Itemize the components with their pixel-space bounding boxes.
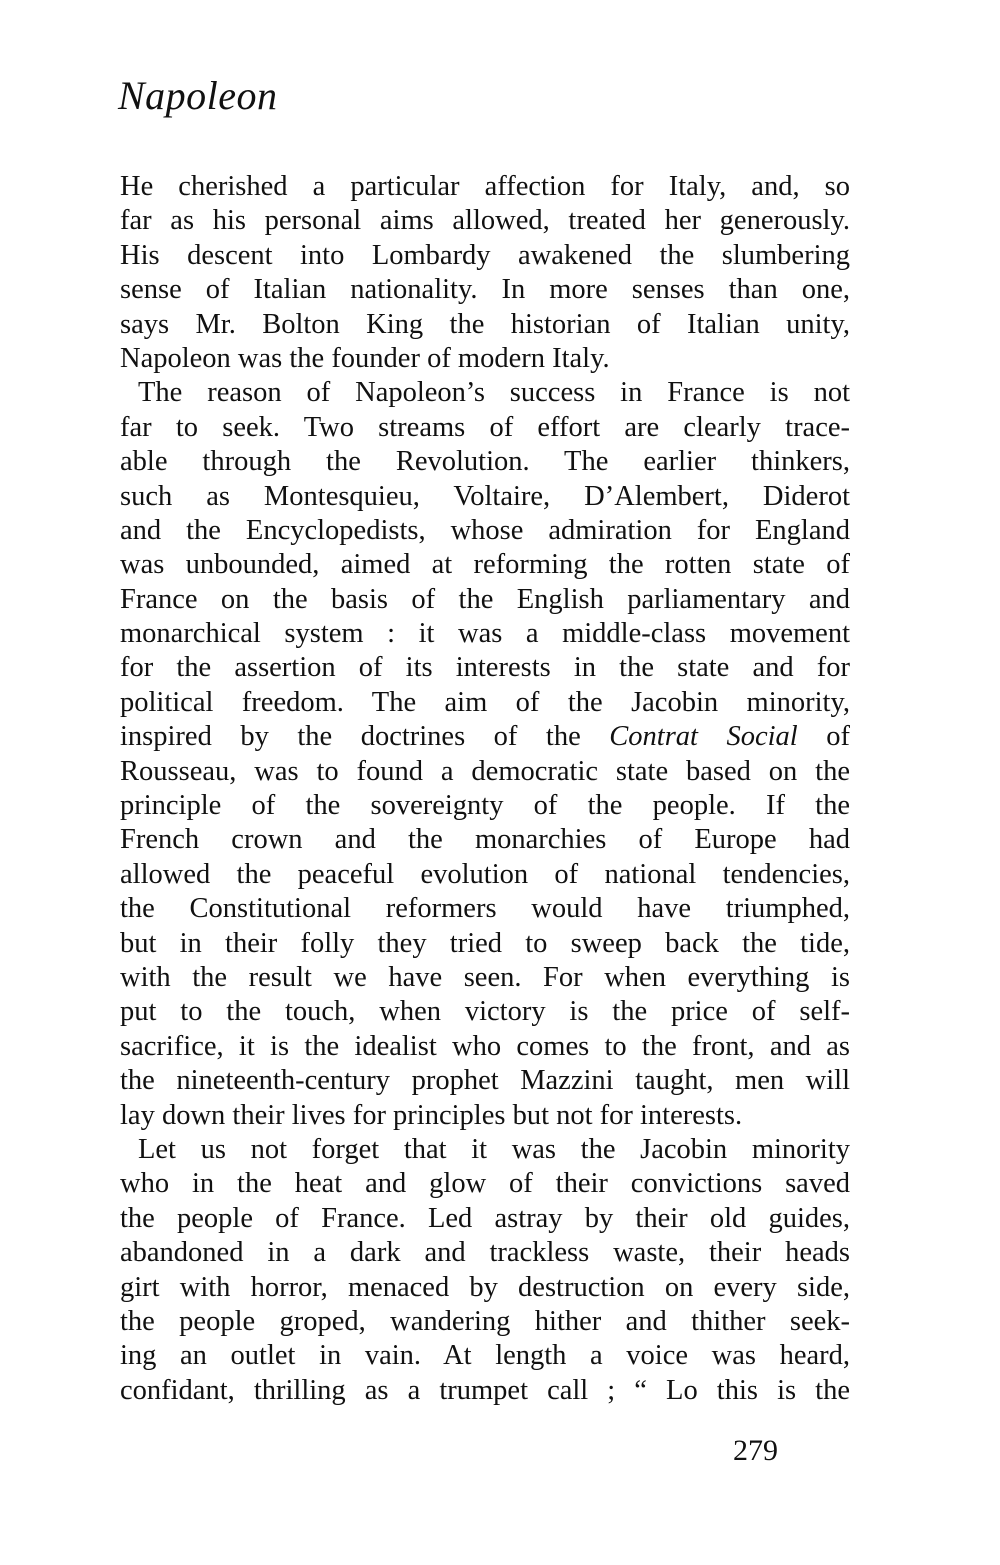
text-line: but in their folly they tried to sweep back the tide, <box>120 927 850 959</box>
text-line: who in the heat and glow of their convictions saved <box>120 1168 850 1200</box>
text-line: lay down their lives for principles but not for interests. <box>120 1099 743 1131</box>
text-line: for the assertion of its interests in the state and for <box>120 652 850 684</box>
text-line: Napoleon was the founder of modern Italy. <box>120 342 610 374</box>
text-line: confidant, thrilling as a trumpet call ; “ Lo this is the <box>120 1374 850 1406</box>
text-segment: inspired by the doctrines of the <box>120 721 610 753</box>
text-line: says Mr. Bolton King the historian of Italian unity, <box>120 308 850 340</box>
text-line: far as his personal aims allowed, treated her generously. <box>120 205 850 237</box>
text-line: political freedom. The aim of the Jacobin minority, <box>120 686 850 718</box>
text-line: sense of Italian nationality. In more senses than one, <box>120 274 850 306</box>
text-line: principle of the sovereignty of the people. If the <box>120 790 850 822</box>
text-line <box>120 720 850 754</box>
text-line: and the Encyclopedists, whose admiration for England <box>120 514 850 546</box>
text-line: girt with horror, menaced by destruction on every side, <box>120 1271 850 1303</box>
text-line: with the result we have seen. For when everything is <box>120 961 850 993</box>
text-line: sacrifice, it is the idealist who comes to the front, and as <box>120 1030 850 1062</box>
text-line: Rousseau, was to found a democratic state based on the <box>120 755 850 787</box>
text-line: the people groped, wandering hither and thither seek- <box>120 1305 850 1337</box>
text-line: was unbounded, aimed at reforming the rotten state of <box>120 549 850 581</box>
body-text <box>120 170 850 1408</box>
text-line: abandoned in a dark and trackless waste, their heads <box>120 1237 850 1269</box>
text-line: able through the Revolution. The earlier thinkers, <box>120 446 850 478</box>
text-line: He cherished a particular affection for Italy, and, so <box>120 171 850 202</box>
page-number: 279 <box>733 1434 778 1467</box>
text-line: such as Montesquieu, Voltaire, D’Alembert, Diderot <box>120 480 850 512</box>
text-line: the nineteenth-century prophet Mazzini taught, men will <box>120 1065 850 1097</box>
running-head: Napoleon <box>118 73 278 118</box>
text-line: far to seek. Two streams of effort are clearly trace- <box>120 411 850 443</box>
text-line: French crown and the monarchies of Europe had <box>120 824 850 856</box>
text-line: His descent into Lombardy awakened the slumbering <box>120 239 850 271</box>
text-line: France on the basis of the English parliamentary and <box>120 583 850 615</box>
text-line: put to the touch, when victory is the price of self- <box>120 996 850 1028</box>
text-line: the people of France. Led astray by their old guides, <box>120 1202 850 1234</box>
text-line: Let us not forget that it was the Jacobin minority <box>138 1133 850 1165</box>
text-segment: of <box>797 721 850 753</box>
text-line: allowed the peaceful evolution of national tendencies, <box>120 858 850 890</box>
text-line: ing an outlet in vain. At length a voice was heard, <box>120 1340 850 1372</box>
text-line: The reason of Napoleon’s success in France is not <box>138 377 850 409</box>
text-line: the Constitutional reformers would have triumphed, <box>120 893 850 925</box>
italic-title: Contrat Social <box>609 721 798 753</box>
text-line: monarchical system : it was a middle-class movement <box>120 618 850 650</box>
